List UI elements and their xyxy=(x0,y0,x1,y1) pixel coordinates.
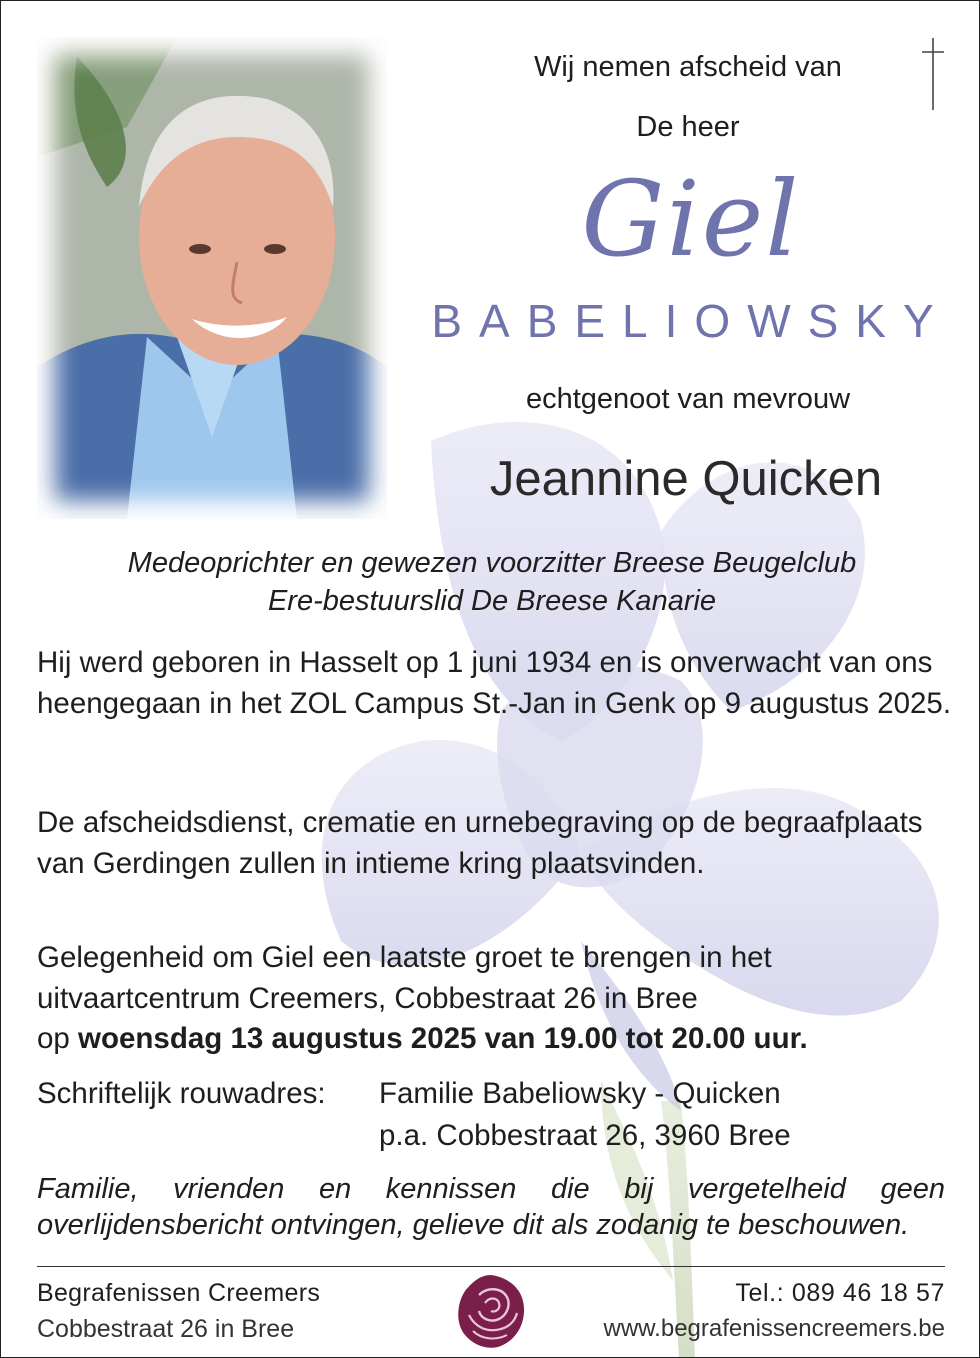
spouse-name: Jeannine Quicken xyxy=(489,452,883,506)
portrait-photo xyxy=(37,37,387,519)
footer-divider xyxy=(37,1266,945,1267)
visitation-datetime: woensdag 13 augustus 2025 van 19.00 tot 20.00 uur. xyxy=(78,1022,808,1055)
role-line: Medeoprichter en gewezen voorzitter Breese Beugelclub xyxy=(127,547,857,579)
address-lines xyxy=(379,1073,791,1157)
closing-note: Familie, vrienden en kennissen die bij vergetelheid geen overlijdensbericht ontvingen, gelieve dit als zodanig te beschouwen. xyxy=(37,1173,945,1241)
rose-logo xyxy=(453,1271,529,1351)
roles xyxy=(37,544,947,620)
visitation-op: op xyxy=(37,1022,70,1055)
intro-text: Wij nemen afscheid van xyxy=(534,51,842,83)
visitation-paragraph xyxy=(37,938,957,1060)
role-line: Ere-bestuurslid De Breese Kanarie xyxy=(267,585,717,617)
first-name: Giel xyxy=(581,158,801,280)
birth-paragraph: Hij werd geboren in Hasselt op 1 juni 1934 en is onverwacht van ons heengegaan in het ZOL Campus St.-Jan in Genk op 9 augustus 2025. xyxy=(37,646,952,720)
visitation-intro: Gelegenheid om Giel een laatste groet te brengen in het uitvaartcentrum Creemers, Cobbestraat 26 in Bree xyxy=(37,941,772,1015)
service-paragraph: De afscheidsdienst, crematie en urnebegraving op de begraafplaats van Gerdingen zullen in intieme kring plaatsvinden. xyxy=(37,806,923,880)
photo-vignette xyxy=(37,37,387,519)
address-label: Schriftelijk rouwadres: xyxy=(37,1077,326,1110)
funeral-home-name: Begrafenissen Creemers xyxy=(37,1279,321,1307)
website-link[interactable]: www.begrafenissencreemers.be xyxy=(603,1315,945,1342)
surname: BABELIOWSKY xyxy=(431,295,951,347)
phone-number: Tel.: 089 46 18 57 xyxy=(735,1279,945,1307)
cross-icon xyxy=(920,36,946,112)
address-line: Familie Babeliowsky - Quicken xyxy=(379,1077,781,1110)
address-line: p.a. Cobbestraat 26, 3960 Bree xyxy=(379,1119,791,1152)
funeral-home-street: Cobbestraat 26 in Bree xyxy=(37,1315,295,1343)
spouse-intro: echtgenoot van mevrouw xyxy=(525,383,851,415)
title-text: De heer xyxy=(636,111,740,143)
